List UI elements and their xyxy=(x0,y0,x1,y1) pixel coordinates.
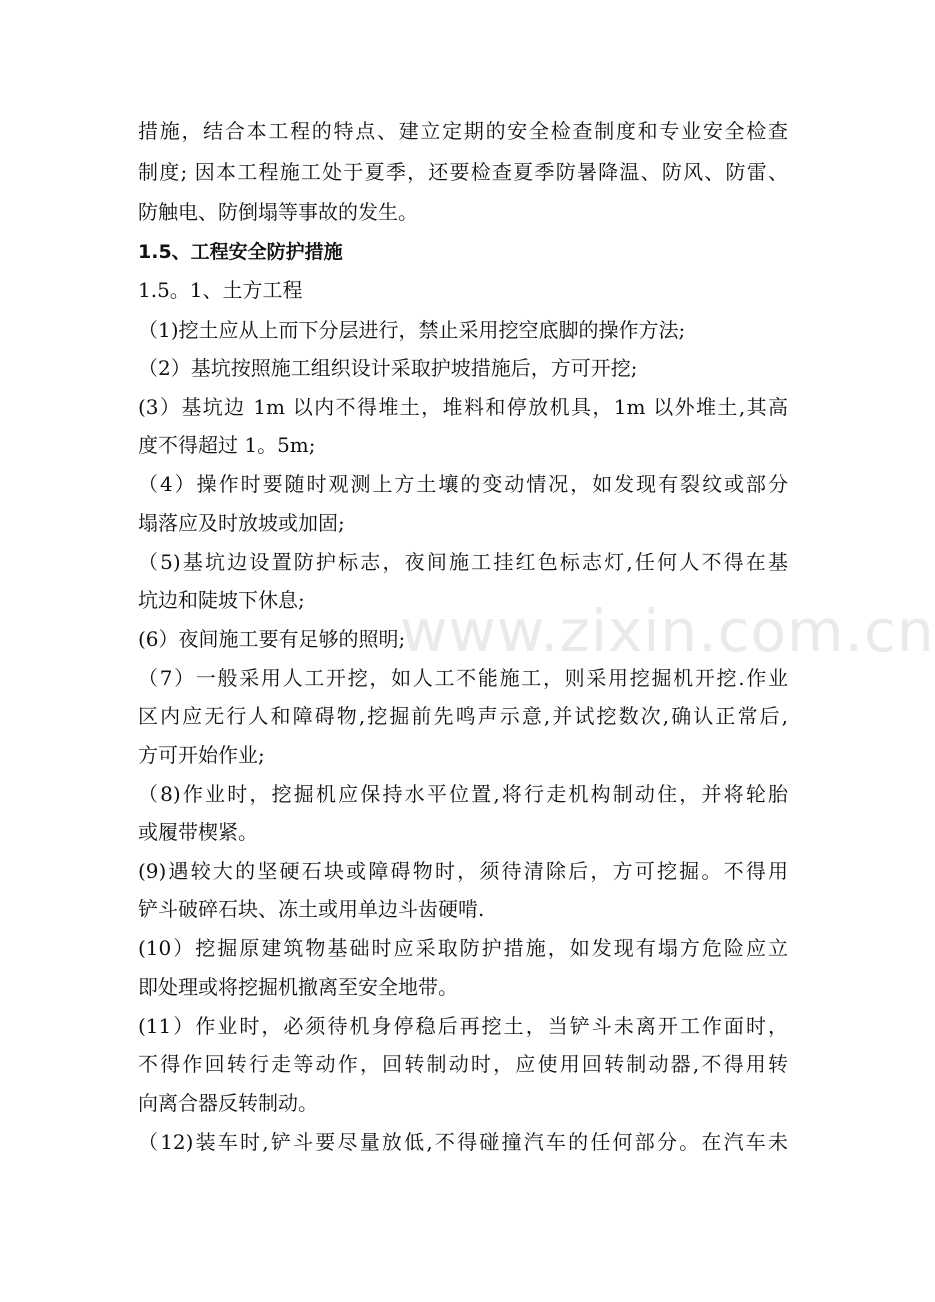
list-item: （2）基坑按照施工组织设计采取护坡措施后，方可开挖; xyxy=(138,356,638,380)
watermark: www.zixin.com.cn xyxy=(400,597,935,665)
list-item-continuation: 方可开始作业; xyxy=(138,743,265,767)
list-item-continuation: 向离合器反转制动。 xyxy=(138,1091,318,1115)
list-item-continuation: 区内应无行人和障碍物,挖掘前先鸣声示意,并试挖数次,确认正常后, xyxy=(138,704,788,728)
list-item: （8)作业时，挖掘机应保持水平位置,将行走机构制动住，并将轮胎 xyxy=(138,782,788,806)
list-item: (11）作业时，必须待机身停稳后再挖土，当铲斗未离开工作面时， xyxy=(138,1014,788,1038)
list-item-continuation: 塌落应及时放坡或加固; xyxy=(138,511,345,535)
list-item-continuation: 即处理或将挖掘机撤离至安全地带。 xyxy=(138,975,458,999)
section-heading: 1.5、工程安全防护措施 xyxy=(138,241,343,263)
list-item-continuation: 不得作回转行走等动作，回转制动时，应使用回转制动器,不得用转 xyxy=(138,1052,788,1076)
list-item-continuation: 度不得超过 1。5m; xyxy=(138,433,316,457)
list-item: （4）操作时要随时观测上方土壤的变动情况，如发现有裂纹或部分 xyxy=(138,472,788,496)
list-item: (10）挖掘原建筑物基础时应采取防护措施，如发现有塌方危险应立 xyxy=(138,936,788,960)
list-item: （12)装车时,铲斗要尽量放低,不得碰撞汽车的任何部分。在汽车未 xyxy=(138,1130,788,1154)
list-item: (3）基坑边 1m 以内不得堆土，堆料和停放机具，1m 以外堆土,其高 xyxy=(138,395,788,419)
paragraph-line: 措施，结合本工程的特点、建立定期的安全检查制度和专业安全检查 xyxy=(138,119,788,143)
list-item-continuation: 或履带楔紧。 xyxy=(138,820,258,844)
paragraph-line: 制度; 因本工程施工处于夏季，还要检查夏季防暑降温、防风、防雷、 xyxy=(138,160,788,184)
list-item: （5)基坑边设置防护标志，夜间施工挂红色标志灯,任何人不得在基 xyxy=(138,550,788,574)
list-item: (9)遇较大的坚硬石块或障碍物时，须待清除后，方可挖掘。不得用 xyxy=(138,859,788,883)
list-item: （1)挖土应从上而下分层进行，禁止采用挖空底脚的操作方法; xyxy=(138,318,686,342)
list-item: （7）一般采用人工开挖，如人工不能施工，则采用挖掘机开挖.作业 xyxy=(138,666,788,690)
subsection-heading: 1.5。1、土方工程 xyxy=(138,278,303,302)
list-item: (6）夜间施工要有足够的照明; xyxy=(138,627,406,651)
list-item-continuation: 铲斗破碎石块、冻土或用单边斗齿硬啃. xyxy=(138,897,485,921)
paragraph-line: 防触电、防倒塌等事故的发生。 xyxy=(138,200,418,224)
list-item-continuation: 坑边和陡坡下休息; xyxy=(138,588,305,612)
